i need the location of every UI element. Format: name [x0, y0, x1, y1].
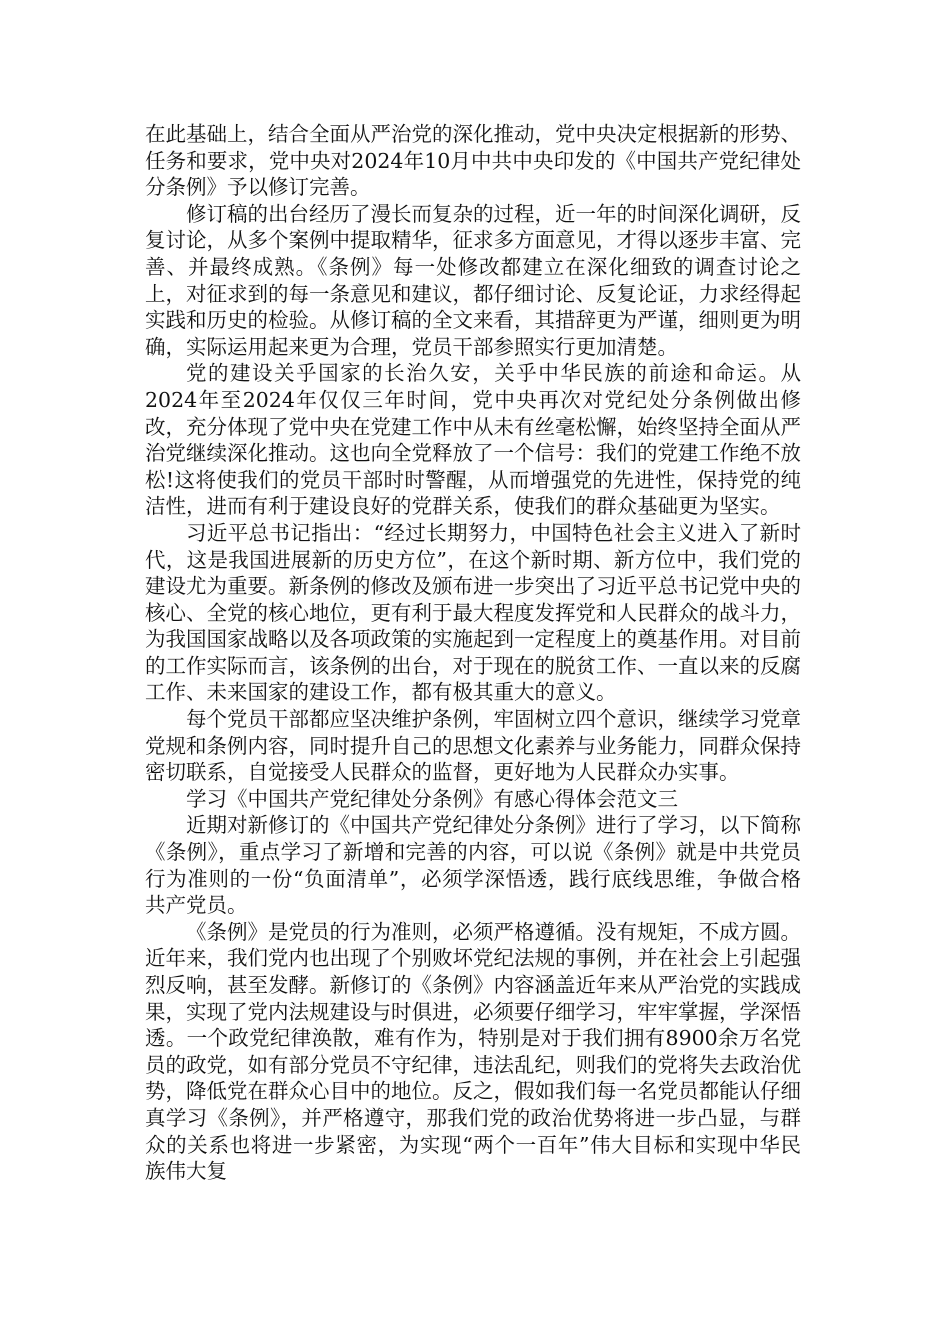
paragraph-intro: 在此基础上，结合全面从严治党的深化推动，党中央决定根据新的形势、任务和要求，党中央对2024年10月中共中央印发的《中国共产党纪律处分条例》予以修订完善。	[145, 122, 801, 200]
paragraph-code-of-conduct: 《条例》是党员的行为准则，必须严格遵循。没有规矩，不成方圆。近年来，我们党内也出现了个别败坏党纪法规的事例，并在社会上引起强烈反响，甚至发酵。新修订的《条例》内容涵盖近年来从严治党的实践成果，实现了党内法规建设与时俱进，必须要仔细学习，牢牢掌握，学深悟透。一个政党纪律涣散，难有作为，特别是对于我们拥有8900余万名党员的政党，如有部分党员不守纪律，违法乱纪，则我们的党将失去政治优势，降低党在群众心目中的地位。反之，假如我们每一名党员都能认仔细真学习《条例》，并严格遵守，那我们党的政治优势将进一步凸显，与群众的关系也将进一步紧密，为实现“两个一百年”伟大目标和实现中华民族伟大复	[145, 919, 801, 1184]
section-heading: 学习《中国共产党纪律处分条例》有感心得体会范文三	[186, 786, 678, 811]
paragraph-new-era: 习近平总书记指出：“经过长期努力，中国特色社会主义进入了新时代，这是我国进展新的历史方位”，在这个新时期、新方位中，我们党的建设尤为重要。新条例的修改及颁布进一步突出了习近平总书记党中央的核心、全党的核心地位，更有利于最大程度发挥党和人民群众的战斗力，为我国国家战略以及各项政策的实施起到一定程度上的奠基作用。对目前的工作实际而言，该条例的出台，对于现在的脱贫工作、一直以来的反腐工作、未来国家的建设工作，都有极其重大的意义。	[145, 520, 801, 705]
paragraph-revision-process: 修订稿的出台经历了漫长而复杂的过程，近一年的时间深化调研，反复讨论，从多个案例中提取精华，征求多方面意见，才得以逐步丰富、完善、并最终成熟。《条例》每一处修改都建立在深化细致的调查讨论之上，对征求到的每一条意见和建议，都仔细讨论、反复论证，力求经得起实践和历史的检验。从修订稿的全文来看，其措辞更为严谨，细则更为明确，实际运用起来更为合理，党员干部参照实行更加清楚。	[145, 201, 801, 359]
paragraph-study-summary: 近期对新修订的《中国共产党纪律处分条例》进行了学习，以下简称《条例》，重点学习了新增和完善的内容，可以说《条例》就是中共党员行为准则的一份“负面清单”，必须学深悟透，践行底线思维，争做合格共产党员。	[145, 813, 801, 918]
paragraph-cadre-duty: 每个党员干部都应坚决维护条例，牢固树立四个意识，继续学习党章党规和条例内容，同时提升自己的思想文化素养与业务能力，同群众保持密切联系，自觉接受人民群众的监督，更好地为人民群众办实事。	[145, 707, 801, 785]
document-page	[145, 121, 801, 1185]
paragraph-party-building: 党的建设关乎国家的长治久安，关乎中华民族的前途和命运。从2024年至2024年仅仅三年时间，党中央再次对党纪处分条例做出修改，充分体现了党中央在党建工作中从未有丝毫松懈，始终坚持全面从严治党继续深化推动。这也向全党释放了一个信号：我们的党建工作绝不放松!这将使我们的党员干部时时警醒，从而增强党的先进性，保持党的纯洁性，进而有利于建设良好的党群关系，使我们的群众基础更为坚实。	[145, 361, 801, 519]
